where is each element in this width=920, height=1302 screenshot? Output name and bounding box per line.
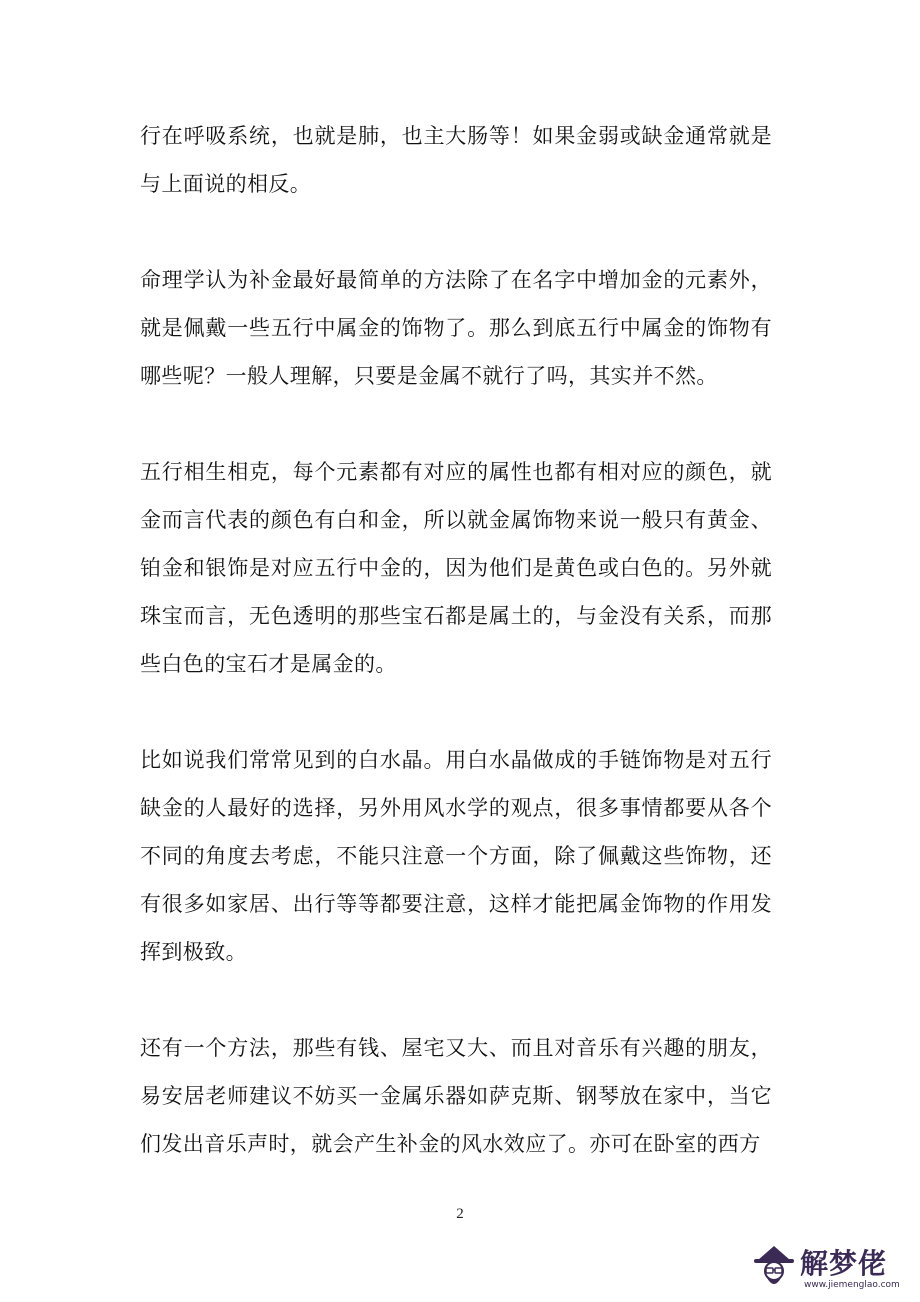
watermark-name: 解梦佬	[800, 1247, 888, 1280]
watermark-url: www.jiemenglao.com	[804, 1280, 900, 1290]
paragraph-5: 还有一个方法，那些有钱、屋宅又大、而且对音乐有兴趣的朋友，易安居老师建议不妨买一金属乐器如萨克斯、钢琴放在家中，当它们发出音乐声时，就会产生补金的风水效应了。亦可在卧室的西方	[140, 1036, 772, 1156]
paragraph-4: 比如说我们常常见到的白水晶。用白水晶做成的手链饰物是对五行缺金的人最好的选择，另外用风水学的观点，很多事情都要从各个不同的角度去考虑，不能只注意一个方面，除了佩戴这些饰物，还有很多如家居、出行等等都要注意，这样才能把属金饰物的作用发挥到极致。	[140, 748, 772, 964]
fortune-teller-icon	[752, 1240, 796, 1296]
paragraph-2: 命理学认为补金最好最简单的方法除了在名字中增加金的元素外，就是佩戴一些五行中属金的饰物了。那么到底五行中属金的饰物有哪些呢？一般人理解，只要是金属不就行了吗，其实并不然。	[140, 268, 772, 388]
paragraph-1: 行在呼吸系统，也就是肺，也主大肠等！如果金弱或缺金通常就是与上面说的相反。	[140, 124, 772, 196]
page-number: 2	[456, 1206, 464, 1222]
paragraph-3: 五行相生相克，每个元素都有对应的属性也都有相对应的颜色，就金而言代表的颜色有白和金，所以就金属饰物来说一般只有黄金、铂金和银饰是对应五行中金的，因为他们是黄色或白色的。另外就珠宝而言，无色透明的那些宝石都是属土的，与金没有关系，而那些白色的宝石才是属金的。	[140, 460, 772, 676]
watermark-logo	[752, 1240, 912, 1296]
